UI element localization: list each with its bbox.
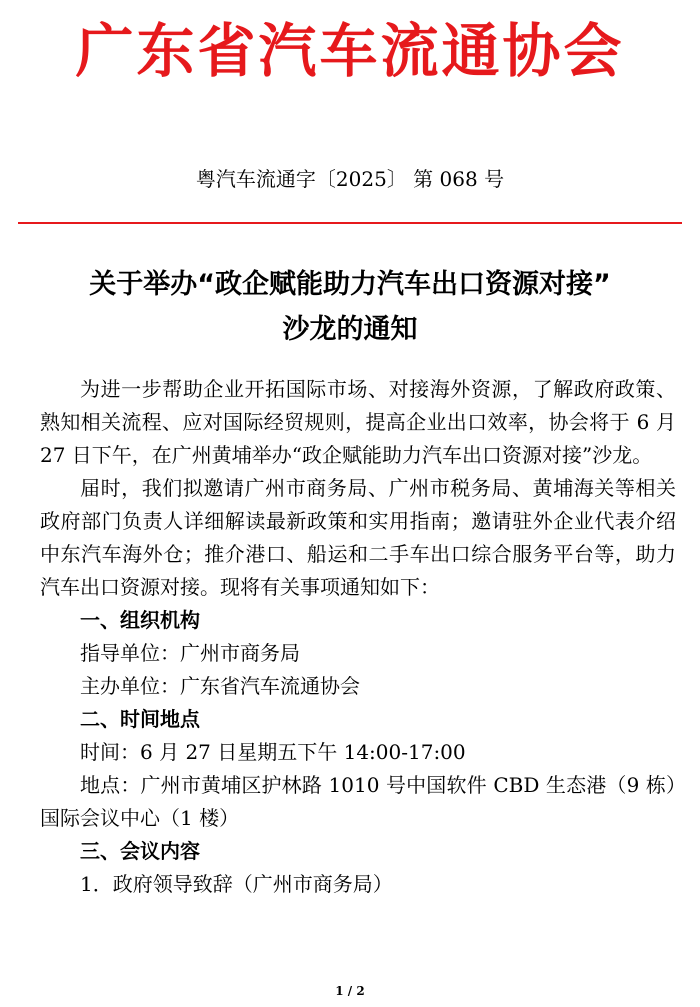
guide-unit-line: 指导单位：广州市商务局 bbox=[80, 641, 300, 665]
intro-paragraph: 为进一步帮助企业开拓国际市场、对接海外资源，了解政府政策、熟知相关流程、应对国际经贸规则，提高企业出口效率，协会将于 6 月 27 日下午，在广州黄埔举办“政企赋能助力汽车出口资源对接”沙龙。 bbox=[40, 377, 676, 467]
host-unit-line: 主办单位：广东省汽车流通协会 bbox=[80, 674, 360, 698]
details-paragraph: 届时，我们拟邀请广州市商务局、广州市税务局、黄埔海关等相关政府部门负责人详细解读最新政策和实用指南；邀请驻外企业代表介绍中东汽车海外仓；推介港口、船运和二手车出口综合服务平台等，助力汽车出口资源对接。现将有关事项通知如下： bbox=[40, 476, 676, 599]
notice-title-line-1: 关于举办“政企赋能助力汽车出口资源对接” bbox=[89, 269, 611, 300]
agenda-item-1: 1．政府领导致辞（广州市商务局） bbox=[80, 872, 393, 896]
section-heading-time-place: 二、时间地点 bbox=[80, 707, 200, 731]
document-number: 粤汽车流通字〔2025〕 第 068 号 bbox=[195, 167, 505, 191]
red-divider-line bbox=[18, 222, 682, 224]
organization-title: 广东省汽车流通协会 bbox=[75, 17, 625, 85]
notice-title-line-2: 沙龙的通知 bbox=[282, 314, 418, 345]
time-line: 时间：6 月 27 日星期五下午 14:00-17:00 bbox=[80, 740, 466, 764]
place-line: 地点：广州市黄埔区护林路 1010 号中国软件 CBD 生态港（9 栋）国际会议中心（1 楼） bbox=[40, 773, 676, 830]
notice-title bbox=[10, 262, 690, 352]
section-heading-organization: 一、组织机构 bbox=[80, 608, 200, 632]
notice-body bbox=[40, 373, 676, 901]
section-heading-content: 三、会议内容 bbox=[80, 839, 200, 863]
page-number: 1 / 2 bbox=[335, 984, 365, 998]
